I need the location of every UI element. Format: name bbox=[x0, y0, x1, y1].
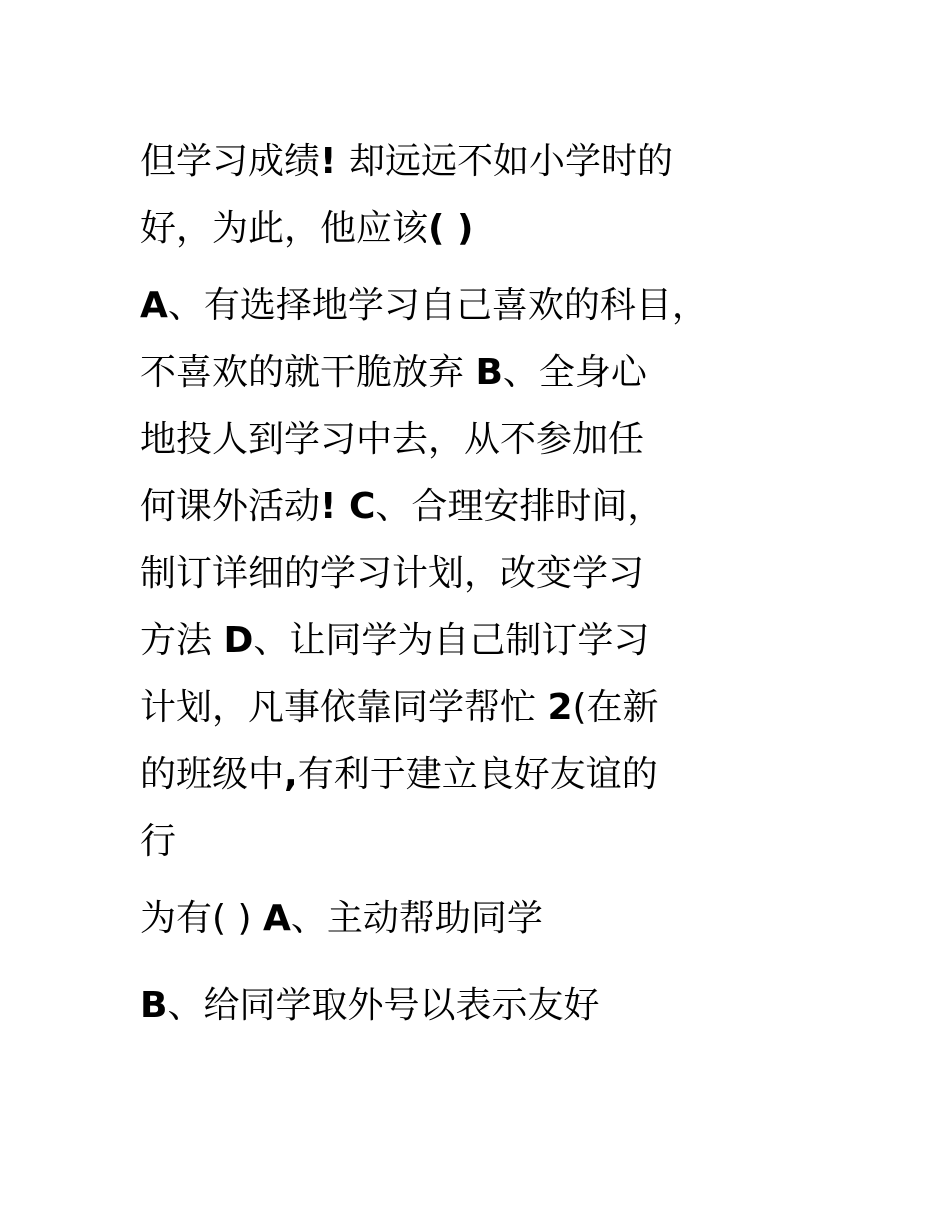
text-line bbox=[140, 406, 900, 473]
text-line bbox=[140, 339, 900, 406]
text-run: 行 bbox=[140, 821, 177, 862]
text-run: 制订详细的学习计划，改变学习 bbox=[140, 553, 645, 594]
text-line bbox=[140, 128, 900, 195]
text-run: 、让同学为自己制订学习 bbox=[253, 620, 650, 661]
bold-text-run: 2 bbox=[547, 687, 573, 728]
text-run: 计划，凡事依靠同学帮忙 bbox=[140, 687, 548, 728]
text-run: (在新 bbox=[572, 687, 659, 728]
text-run: 却远远不如小学时的 bbox=[348, 141, 673, 182]
text-run: 不喜欢的就干脆放弃 bbox=[140, 352, 476, 393]
text-run: 、给同学取外号以表示友好 bbox=[167, 985, 600, 1026]
text-run: 为有( ) bbox=[140, 898, 263, 939]
bold-text-run: A bbox=[262, 898, 291, 939]
option-b-paragraph bbox=[140, 972, 900, 1039]
document-page bbox=[140, 128, 900, 1039]
bold-text-run: , bbox=[284, 754, 298, 795]
bold-text-run: ! C bbox=[320, 486, 376, 527]
text-line bbox=[140, 972, 900, 1039]
text-line bbox=[140, 195, 900, 262]
bold-text-run: ( ) bbox=[428, 208, 474, 249]
text-line bbox=[140, 885, 900, 952]
text-run: 、全身心 bbox=[502, 352, 647, 393]
bold-text-run: A bbox=[140, 285, 168, 326]
text-run: 何课外活动 bbox=[140, 486, 321, 527]
text-line bbox=[140, 607, 900, 674]
question-stem-paragraph bbox=[140, 128, 900, 262]
text-run: 、合理安排时间， bbox=[375, 486, 664, 527]
text-run: 有利于建立良好友谊的 bbox=[297, 754, 658, 795]
question-2-continuation-paragraph bbox=[140, 885, 900, 952]
text-line bbox=[140, 674, 900, 741]
text-line bbox=[140, 473, 900, 540]
text-run: 地投人到学习中去，从不参加任 bbox=[140, 419, 645, 460]
answer-options-paragraph bbox=[140, 272, 900, 875]
text-run: 好，为此，他应该 bbox=[140, 208, 429, 249]
text-run: 但学习成绩 bbox=[140, 141, 321, 182]
text-line bbox=[140, 741, 900, 808]
bold-text-run: D bbox=[223, 620, 254, 661]
text-line bbox=[140, 272, 900, 339]
bold-text-run: B bbox=[140, 985, 168, 1026]
text-line bbox=[140, 808, 900, 875]
bold-text-run: ! bbox=[320, 141, 349, 182]
text-run: 、主动帮助同学 bbox=[290, 898, 543, 939]
text-run: 方法 bbox=[140, 620, 224, 661]
text-run: 的班级中 bbox=[140, 754, 285, 795]
text-line bbox=[140, 540, 900, 607]
bold-text-run: B bbox=[475, 352, 503, 393]
text-run: 、有选择地学习自己喜欢的科目， bbox=[167, 285, 708, 326]
